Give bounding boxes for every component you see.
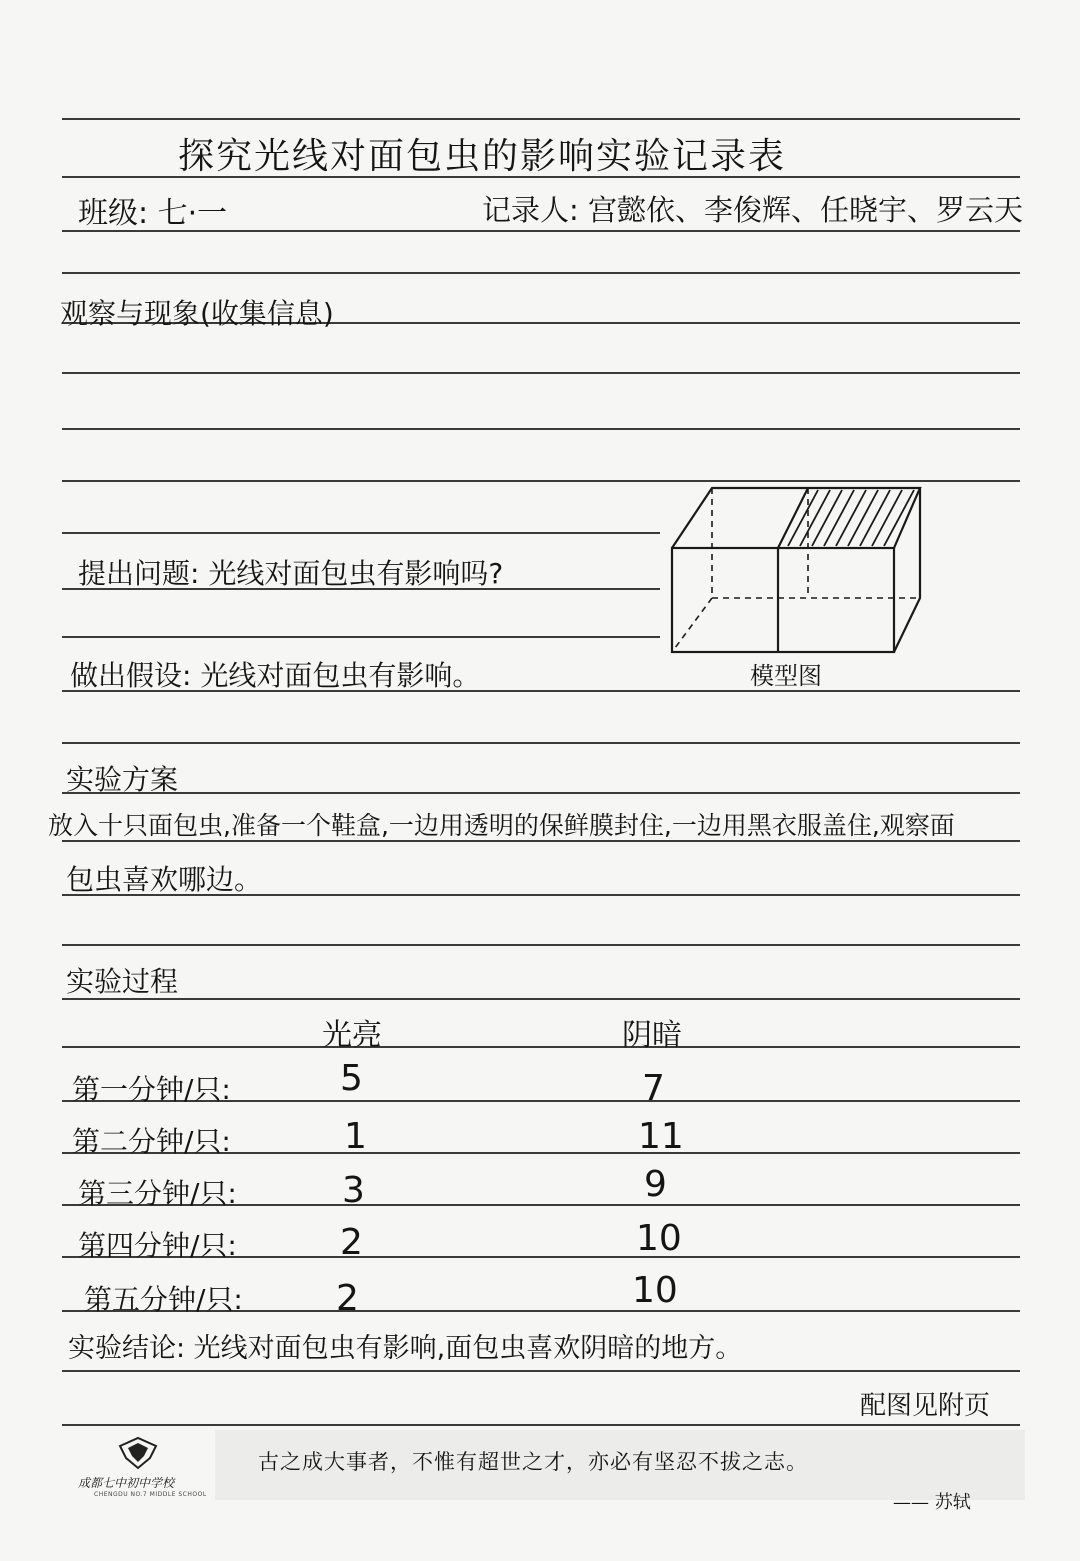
hypothesis: 做出假设: 光线对面包虫有影响。 (70, 659, 481, 692)
plan-heading: 实验方案 (66, 763, 179, 796)
box-top-face (672, 488, 920, 548)
question: 提出问题: 光线对面包虫有影响吗? (78, 557, 504, 590)
row-label: 第五分钟/只: (84, 1283, 243, 1316)
school-emblem-icon (116, 1436, 160, 1470)
ruled-line (62, 118, 1020, 120)
box-front-face (672, 548, 894, 652)
ruled-line (62, 944, 1020, 946)
column-header-light: 光亮 (322, 1018, 382, 1053)
plan-line-2: 包虫喜欢哪边。 (66, 863, 263, 896)
row-label: 第二分钟/只: (72, 1125, 231, 1158)
light-count: 5 (340, 1058, 363, 1099)
school-name-en: CHENGDU NO.7 MIDDLE SCHOOL (94, 1491, 207, 1498)
ruled-line (62, 998, 1020, 1000)
ruled-line (62, 428, 1020, 430)
ruled-line (62, 1370, 1020, 1372)
ruled-line (62, 1424, 1020, 1426)
ruled-line (62, 792, 1020, 794)
ruled-line (62, 1046, 1020, 1048)
process-heading: 实验过程 (66, 965, 179, 998)
row-label: 第四分钟/只: (78, 1229, 237, 1262)
model-label: 模型图 (750, 662, 822, 690)
ruled-line (62, 272, 1020, 274)
ruled-line (62, 532, 660, 534)
dark-count: 11 (638, 1116, 684, 1157)
box-right-face (894, 488, 920, 652)
ruled-line (62, 372, 1020, 374)
dark-count: 10 (636, 1218, 682, 1259)
ruled-line (62, 636, 660, 638)
light-count: 3 (342, 1170, 365, 1211)
quote-author: —— 苏轼 (893, 1492, 971, 1513)
model-diagram (660, 470, 940, 660)
light-count: 2 (336, 1278, 359, 1319)
dark-count: 7 (642, 1068, 665, 1109)
dark-count: 10 (632, 1270, 678, 1311)
dark-side-hatching (788, 490, 914, 546)
light-count: 2 (340, 1222, 363, 1263)
row-label: 第一分钟/只: (72, 1073, 231, 1106)
column-header-dark: 阴暗 (622, 1018, 682, 1053)
plan-line-1: 放入十只面包虫,准备一个鞋盒,一边用透明的保鲜膜封住,一边用黑衣服盖住,观察面 (48, 811, 955, 840)
dark-count: 9 (644, 1164, 667, 1205)
ruled-line (62, 742, 1020, 744)
attachment-note: 配图见附页 (860, 1391, 991, 1421)
page-title: 探究光线对面包虫的影响实验记录表 (178, 136, 787, 177)
observe-label: 观察与现象(收集信息) (60, 297, 334, 330)
light-count: 1 (344, 1116, 367, 1157)
quote-text: 古之成大事者，不惟有超世之才，亦必有坚忍不拔之志。 (258, 1450, 808, 1474)
recorders: 记录人: 宫懿依、李俊辉、任晓宇、罗云天 (482, 193, 1023, 227)
class-info: 班级: 七·一 (78, 196, 228, 231)
conclusion: 实验结论: 光线对面包虫有影响,面包虫喜欢阴暗的地方。 (68, 1333, 743, 1364)
row-label: 第三分钟/只: (78, 1177, 237, 1210)
school-name: 成都七中初中学校 (78, 1476, 175, 1490)
